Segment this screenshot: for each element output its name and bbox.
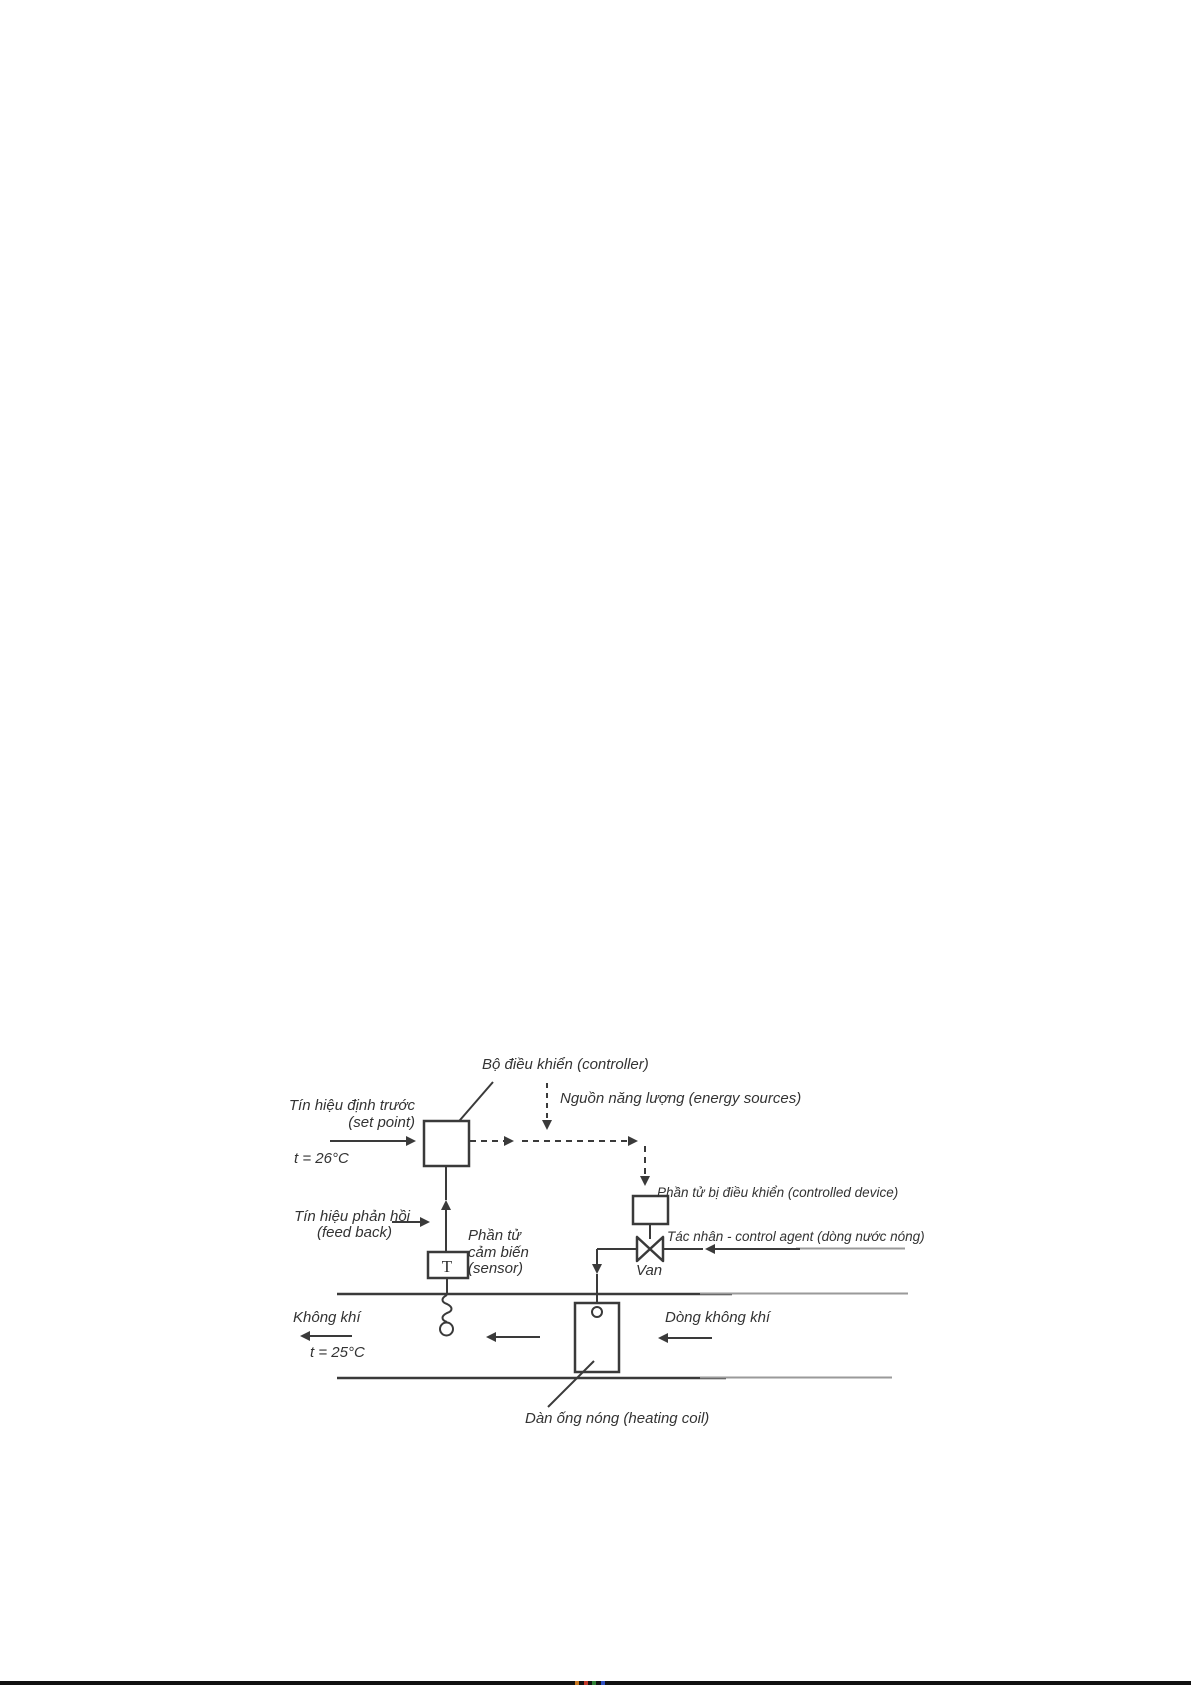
controller-box (424, 1121, 469, 1166)
energy-source-label: Nguồn năng lượng (energy sources) (560, 1090, 802, 1107)
sensor-label-line2: cảm biến (468, 1244, 529, 1261)
control-agent-label: Tác nhân - control agent (dòng nước nóng) (667, 1229, 925, 1244)
controlled-device-label: Phần tử bị điều khiển (controlled device) (657, 1185, 899, 1200)
sensor-capillary-squiggle (443, 1295, 452, 1322)
sensor-label-line3: (sensor) (468, 1260, 524, 1277)
sensor-bulb (440, 1323, 453, 1336)
valve-label: Van (636, 1262, 663, 1279)
controlled-device-box (633, 1196, 668, 1224)
scan-artifact-dot (584, 1681, 588, 1685)
valve-body-right (650, 1237, 663, 1261)
set-point-label-line2: (set point) (348, 1114, 415, 1131)
feedback-label-line2: (feed back) (316, 1224, 392, 1241)
scan-edge-bar (0, 1681, 1191, 1685)
valve-body-left (637, 1237, 650, 1261)
scan-artifact-dot (592, 1681, 596, 1685)
sensor-symbol: T (441, 1257, 453, 1276)
controller-label: Bộ điều khiển (controller) (482, 1056, 649, 1073)
heating-coil-pipe-port (592, 1307, 602, 1317)
control-system-diagram (250, 1040, 950, 1440)
heating-coil-label: Dàn ống nóng (heating coil) (525, 1410, 710, 1427)
set-point-temperature: t = 26°C (294, 1150, 349, 1167)
sensor-label-line1: Phần tử (468, 1227, 521, 1244)
air-out-temperature: t = 25°C (310, 1344, 365, 1361)
air-in-label: Dòng không khí (665, 1309, 771, 1326)
set-point-label-line1: Tín hiệu định trước (288, 1097, 415, 1114)
scan-artifact-dot (575, 1681, 579, 1685)
scan-artifact-dot (601, 1681, 605, 1685)
feedback-label-line1: Tín hiệu phản hồi (294, 1208, 410, 1225)
air-out-label: Không khí (293, 1309, 361, 1326)
heating-coil-leader-line (548, 1361, 594, 1407)
